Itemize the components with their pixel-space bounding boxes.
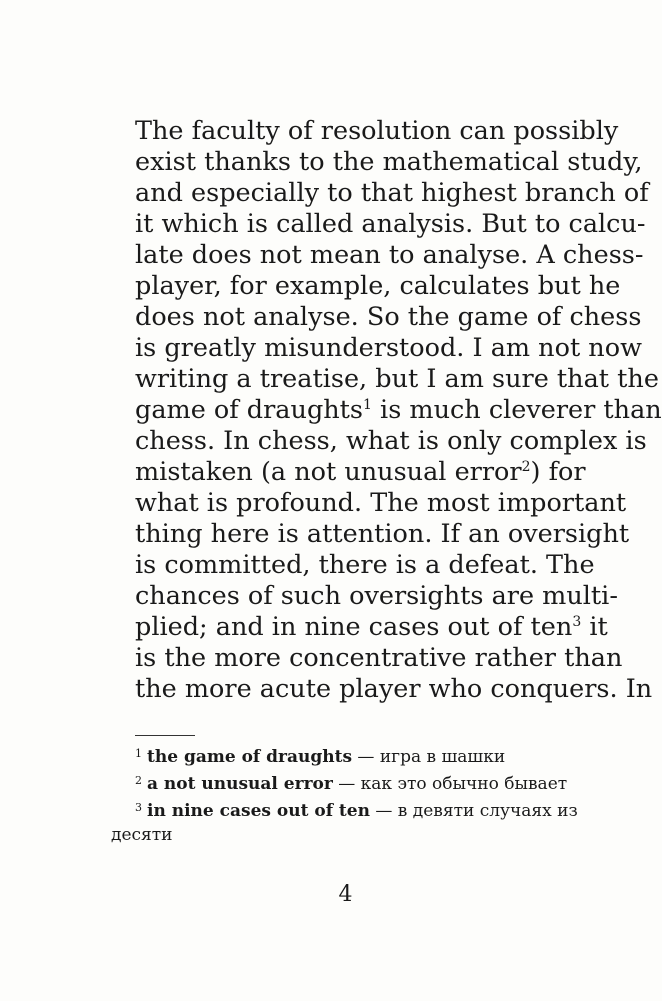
footnote-translation: в девяти случаях из bbox=[397, 801, 578, 821]
text-fragment: it bbox=[581, 612, 608, 642]
footnote-term: in nine cases out of ten bbox=[147, 801, 370, 821]
text-line: what is profound. The most important bbox=[135, 488, 627, 518]
text-line: is committed, there is a defeat. The bbox=[135, 550, 595, 580]
text-fragment: game of draughts bbox=[135, 395, 364, 425]
footnote-translation: игра в шашки bbox=[379, 747, 506, 767]
text-line-with-footnote-ref bbox=[135, 457, 586, 488]
text-fragment: is much cleverer than bbox=[371, 395, 662, 425]
body-text bbox=[135, 116, 662, 705]
footnote-number: 1 bbox=[135, 747, 142, 760]
text-line: does not analyse. So the game of chess bbox=[135, 302, 642, 332]
text-fragment: mistaken (a not unusual error bbox=[135, 457, 522, 487]
text-line: exist thanks to the mathematical study, bbox=[135, 147, 643, 177]
footnote-3: $^3$ in nine cases out of ten — в девяти случаях из bbox=[135, 801, 578, 821]
footnotes bbox=[111, 742, 578, 847]
text-fragment: plied; and in nine cases out of ten bbox=[135, 612, 573, 642]
text-line: writing a treatise, but I am sure that the bbox=[135, 364, 659, 394]
footnote-ref-3[interactable]: 3 bbox=[572, 613, 582, 630]
page-number: 4 bbox=[338, 882, 353, 907]
footnote-translation: как это обычно бывает bbox=[360, 774, 568, 794]
text-line: the more acute player who conquers. In bbox=[135, 674, 653, 704]
text-line: The faculty of resolution can possibly bbox=[135, 116, 619, 146]
text-line-with-footnote-ref bbox=[135, 612, 608, 643]
footnote-divider bbox=[135, 735, 195, 736]
text-line: player, for example, calculates but he bbox=[135, 271, 621, 301]
footnote-ref-1[interactable]: 1 bbox=[363, 396, 372, 413]
footnote-number: 2 bbox=[135, 774, 142, 787]
text-fragment: ) for bbox=[530, 457, 586, 487]
text-line: chances of such oversights are multi- bbox=[135, 581, 618, 611]
text-line: is greatly misunderstood. I am not now bbox=[135, 333, 642, 363]
text-line-with-footnote-ref bbox=[135, 395, 662, 426]
text-line: thing here is attention. If an oversight bbox=[135, 519, 630, 549]
text-line: chess. In chess, what is only complex is bbox=[135, 426, 647, 456]
footnote-term: the game of draughts bbox=[147, 747, 353, 767]
footnote-number: 3 bbox=[135, 801, 142, 814]
footnote-ref-2[interactable]: 2 bbox=[521, 458, 531, 475]
text-line: late does not mean to analyse. A chess- bbox=[135, 240, 644, 270]
footnote-3-continuation: десяти bbox=[111, 825, 173, 845]
text-line: it which is called analysis. But to calcu- bbox=[135, 209, 646, 239]
footnote-1: $^1$ the game of draughts — игра в шашки bbox=[135, 747, 506, 767]
text-line: is the more concentrative rather than bbox=[135, 643, 623, 673]
footnote-term: a not unusual error bbox=[147, 774, 333, 794]
text-line: and especially to that highest branch of bbox=[135, 178, 649, 208]
footnote-2: $^2$ a not unusual error — как это обычно бывает bbox=[135, 774, 568, 794]
